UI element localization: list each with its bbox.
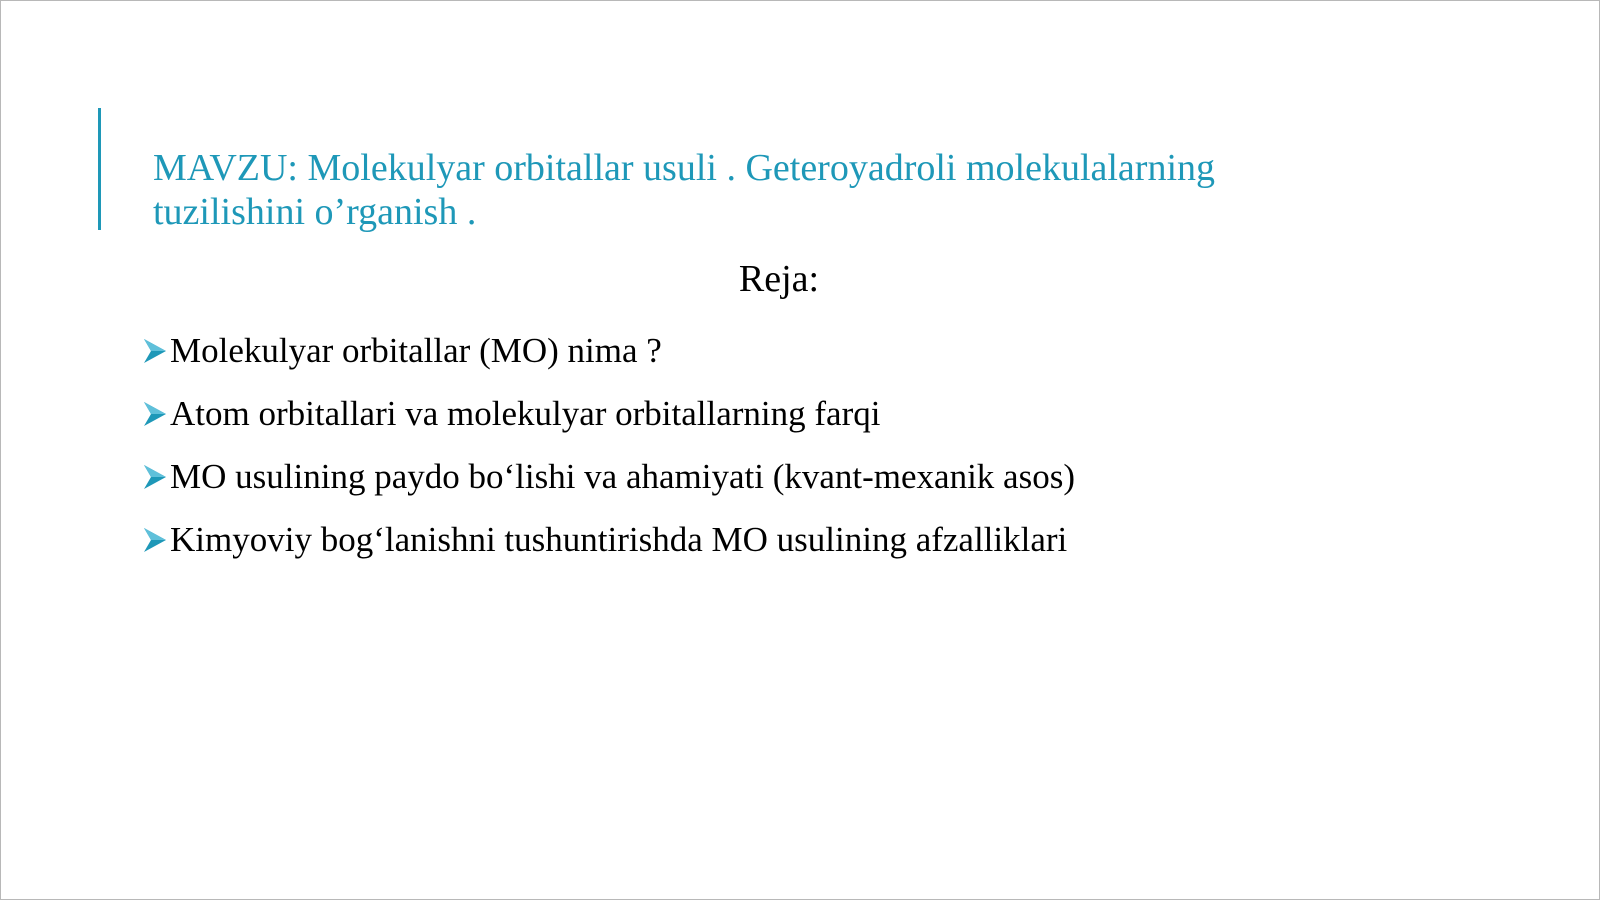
arrow-bullet-icon — [142, 463, 168, 491]
title-accent-bar — [98, 108, 101, 230]
list-item — [142, 508, 1075, 571]
bullet-text: Kimyoviy bog‘lanishni tushuntirishda MO usulining afzalliklari — [170, 519, 1068, 559]
bullet-text: Atom orbitallari va molekulyar orbitallarning farqi — [170, 393, 881, 433]
list-item — [142, 382, 1075, 445]
arrow-bullet-icon — [142, 337, 168, 365]
list-item — [142, 445, 1075, 508]
bullet-list — [142, 319, 1075, 571]
bullet-text: Molekulyar orbitallar (MO) nima ? — [170, 330, 662, 370]
arrow-bullet-icon — [142, 526, 168, 554]
slide-title: MAVZU: Molekulyar orbitallar usuli . Geteroyadroli molekulalarning tuzilishini o’rganish . — [153, 147, 1216, 233]
arrow-bullet-icon — [142, 400, 168, 428]
slide-subtitle: Reja: — [738, 258, 820, 300]
bullet-text: MO usulining paydo bo‘lishi va ahamiyati (kvant-mexanik asos) — [170, 456, 1075, 496]
list-item — [142, 319, 1075, 382]
